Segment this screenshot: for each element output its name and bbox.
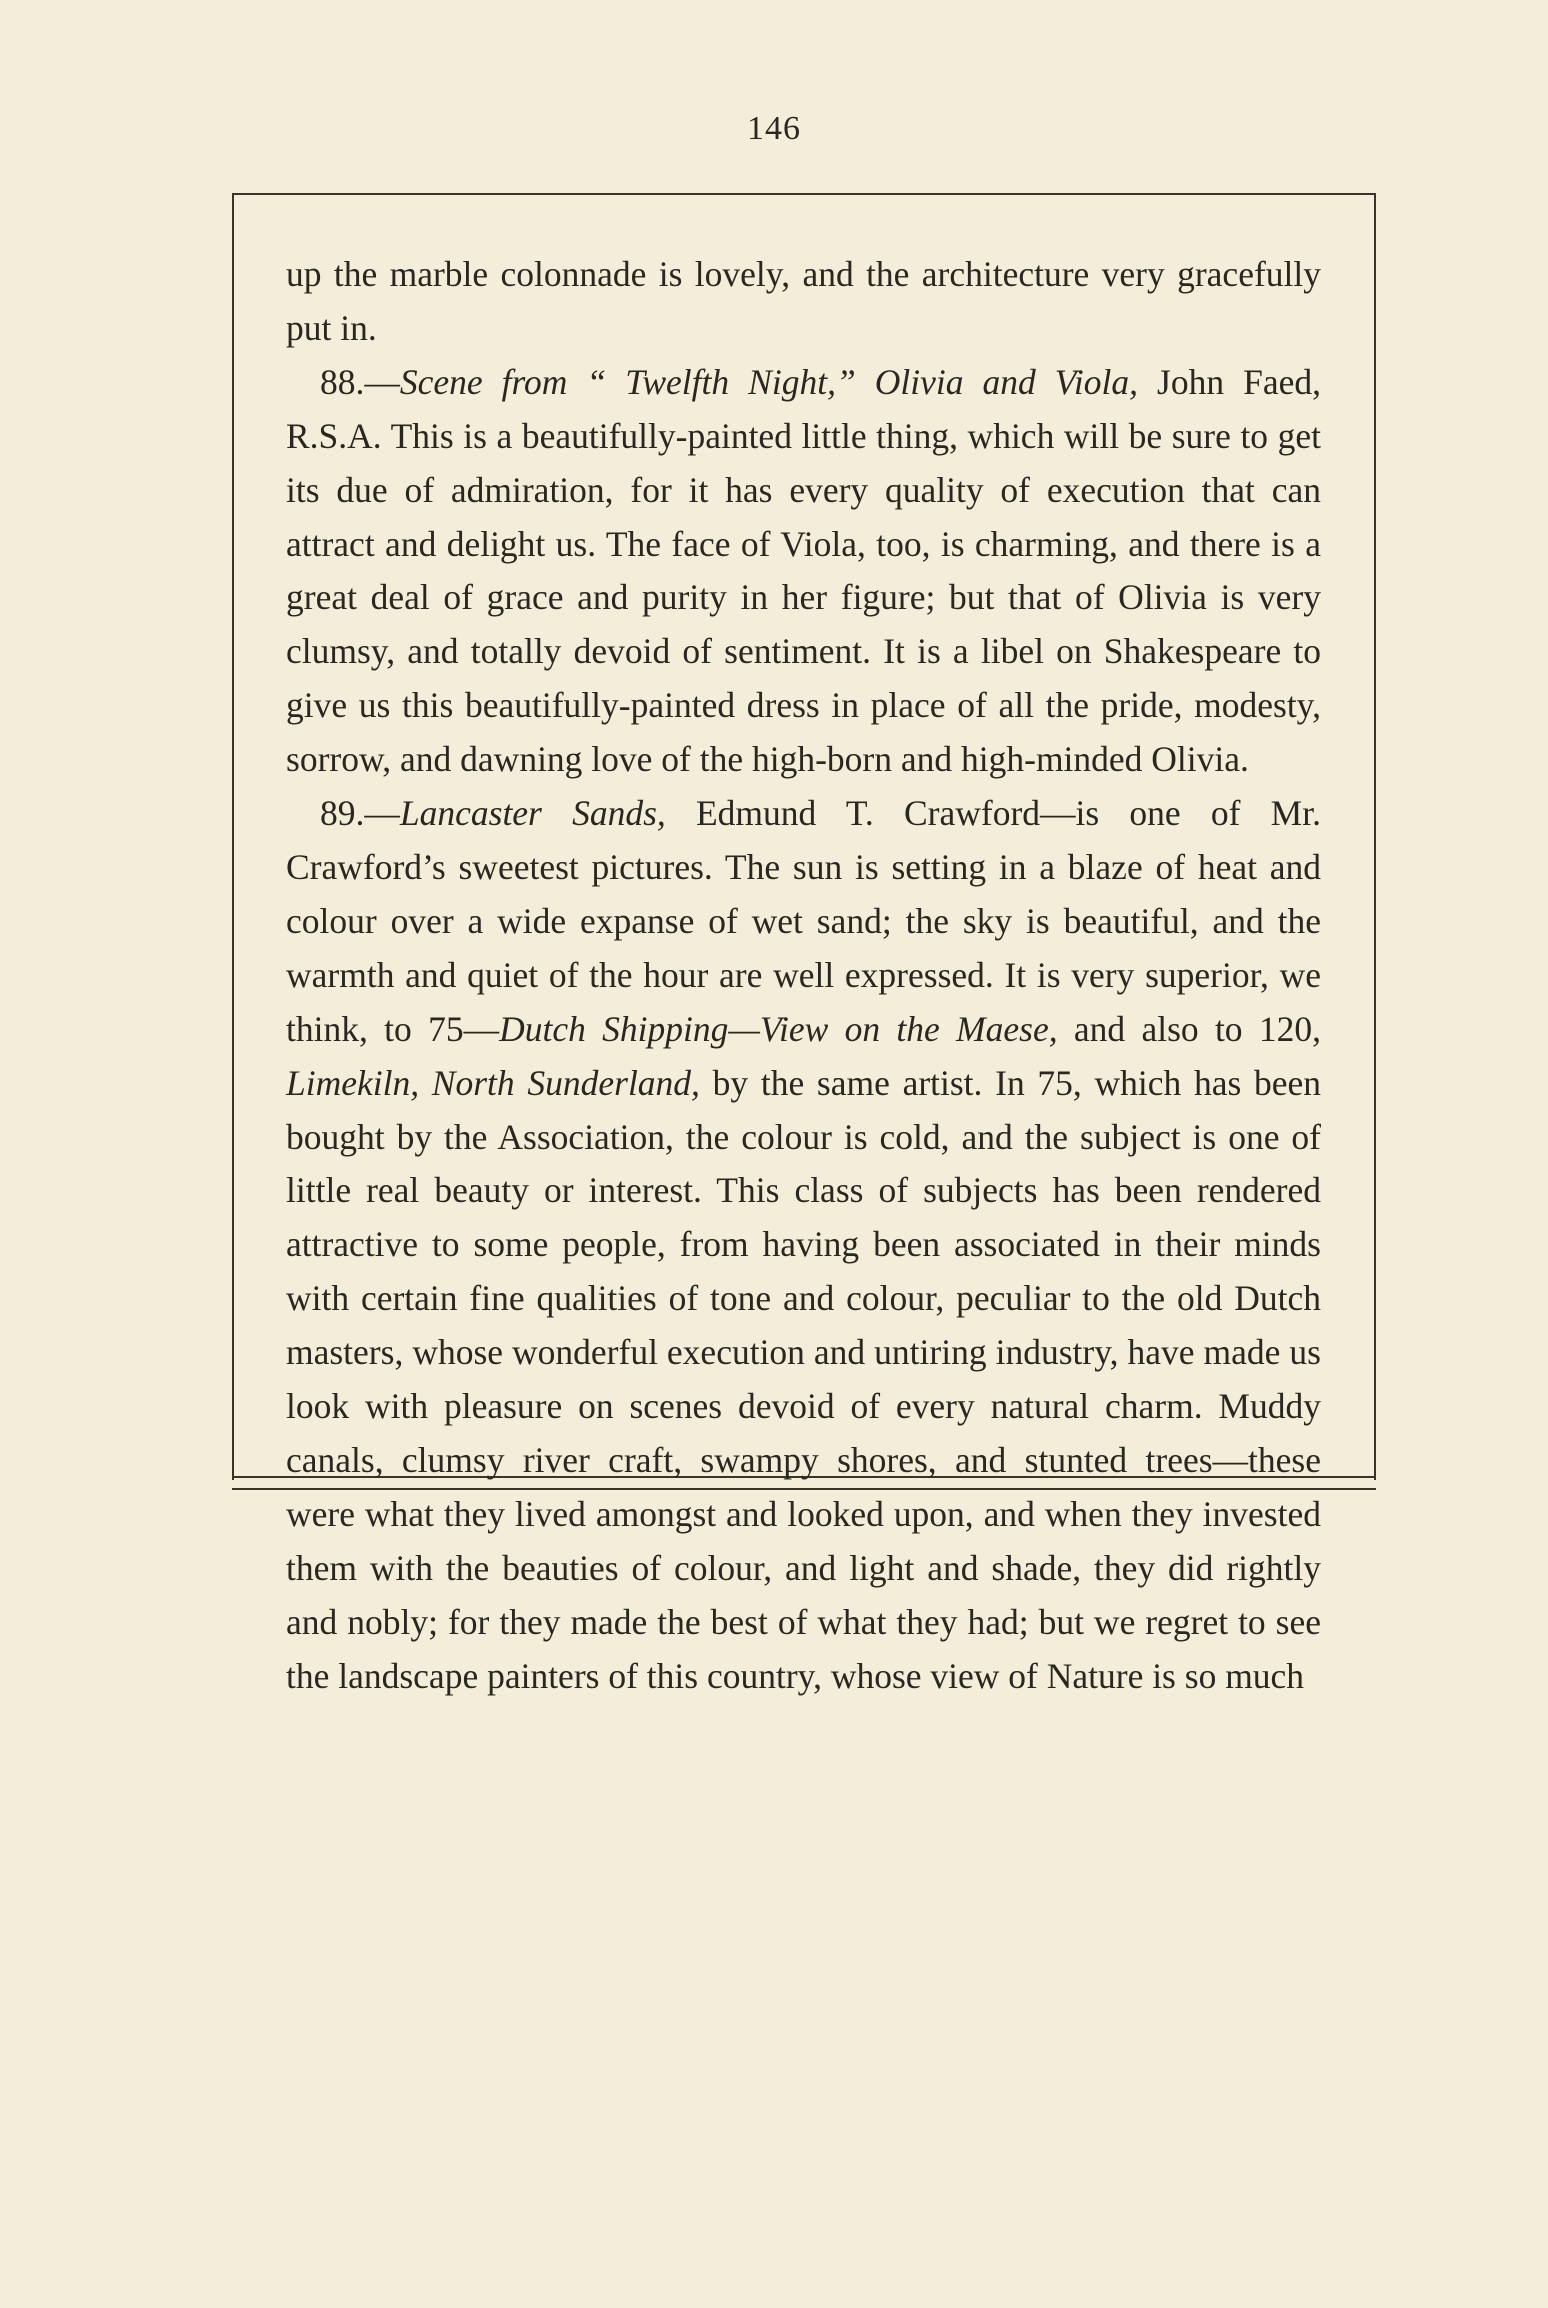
- paragraph: [286, 787, 1321, 1703]
- paragraph: [286, 248, 1321, 356]
- page-number: 146: [747, 110, 801, 147]
- text-run: Edmund T. Crawford—is one of Mr. Crawford’s sweetest pictures. The sun is setting in a blaze of heat and colour over a wide expanse of wet sand; the sky is beautiful, and the warmth and quiet of the hour are well expressed. It is very superior, we think, to 75—: [286, 793, 1321, 1049]
- text-run: and also to 120,: [1057, 1008, 1321, 1049]
- paragraph: [286, 356, 1321, 787]
- text-run: 88.—: [320, 361, 400, 402]
- text-run: by the same artist. In 75, which has been bought by the Association, the colour is cold, and the subject is one of little real beauty or interest. This class of subjects has been rendered attractive to some people, from having been associated in their minds with certain fine qualities of tone and colour, peculiar to the old Dutch masters, whose wonderful execution and untiring industry, have made us look with pleasure on scenes devoid of every natural charm. Muddy canals, clumsy river craft, swampy shores, and stunted trees—these were what they lived amongst and looked upon, and when they invested them with the beauties of colour, and light and shade, they did rightly and nobly; for they made the best of what they had; but we regret to see the landscape painters of this country, whose view of Nature is so much: [286, 1062, 1321, 1696]
- text-run: John Faed, R.S.A. This is a beautifully-painted little thing, which will be sure to get its due of admiration, for it has every quality of execution that can attract and delight us. The face of Viola, too, is charming, and there is a great deal of grace and purity in her figure; but that of Olivia is very clumsy, and totally devoid of sentiment. It is a libel on Shakespeare to give us this beautifully-painted dress in place of all the pride, modesty, sorrow, and dawning love of the high-born and high-minded Olivia.: [286, 361, 1321, 780]
- text-run: 89.—: [320, 793, 400, 834]
- italic-title: Dutch Shipping—View on the Maese,: [499, 1008, 1058, 1049]
- text-run: up the marble colonnade is lovely, and the architecture very gracefully put in.: [286, 254, 1321, 348]
- body-text: [286, 248, 1321, 1703]
- italic-title: Limekiln, North Sunderland,: [286, 1062, 700, 1103]
- italic-title: Lancaster Sands,: [399, 793, 666, 834]
- italic-title: Scene from “ Twelfth Night,” Olivia and Viola,: [399, 361, 1138, 402]
